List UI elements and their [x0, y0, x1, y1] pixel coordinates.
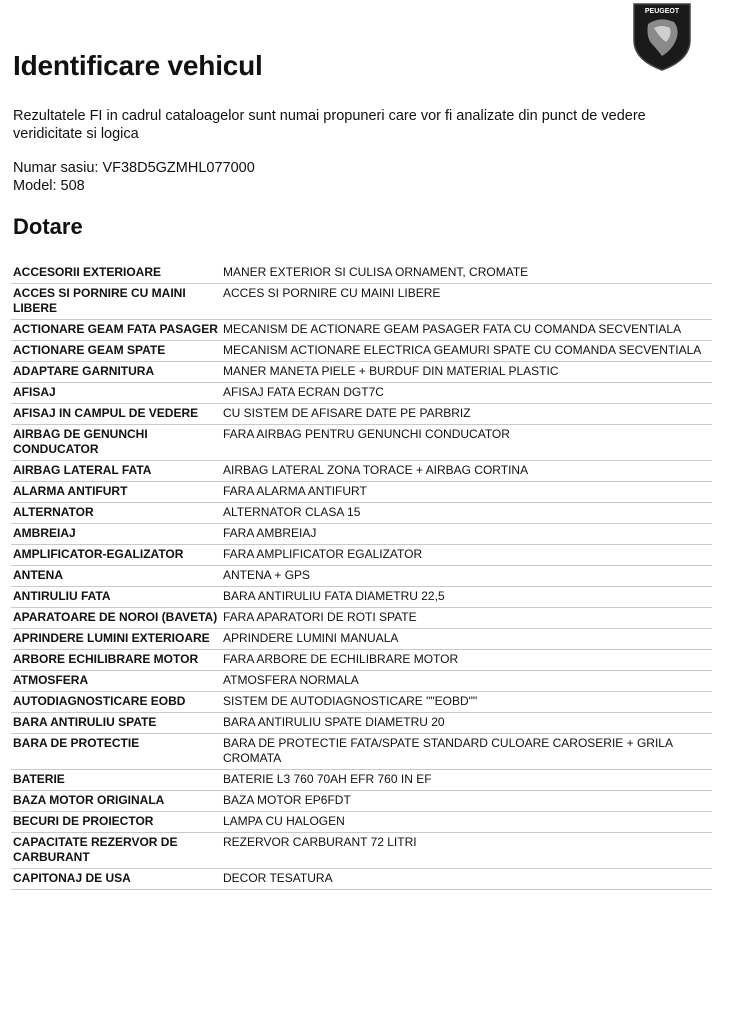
table-row [11, 263, 712, 284]
equipment-name: AMBREIAJ [13, 526, 76, 540]
equipment-value: AFISAJ FATA ECRAN DGT7C [223, 385, 384, 399]
table-row [11, 629, 712, 650]
equipment-name: APRINDERE LUMINI EXTERIOARE [13, 631, 210, 645]
equipment-value: MECANISM ACTIONARE ELECTRICA GEAMURI SPATE CU COMANDA SECVENTIALA [223, 343, 702, 357]
equipment-value: FARA AIRBAG PENTRU GENUNCHI CONDUCATOR [223, 427, 510, 441]
table-row [11, 362, 712, 383]
equipment-name: BARA ANTIRULIU SPATE [13, 715, 157, 729]
equipment-value: BARA ANTIRULIU FATA DIAMETRU 22,5 [223, 589, 445, 603]
table-row [11, 284, 712, 320]
table-row [11, 545, 712, 566]
table-row [11, 425, 712, 461]
equipment-name: ALTERNATOR [13, 505, 94, 519]
equipment-name: ACCESORII EXTERIOARE [13, 265, 162, 279]
table-row [11, 869, 712, 890]
equipment-value: CU SISTEM DE AFISARE DATE PE PARBRIZ [223, 406, 471, 420]
table-row [11, 812, 712, 833]
equipment-value: FARA AMBREIAJ [223, 526, 317, 540]
equipment-value: LAMPA CU HALOGEN [223, 814, 345, 828]
equipment-name: AFISAJ IN CAMPUL DE VEDERE [13, 406, 199, 420]
equipment-name: AIRBAG DE GENUNCHI CONDUCATOR [13, 427, 148, 456]
table-row [11, 608, 712, 629]
equipment-table [11, 263, 712, 890]
equipment-name: ARBORE ECHILIBRARE MOTOR [13, 652, 199, 666]
equipment-value: FARA ARBORE DE ECHILIBRARE MOTOR [223, 652, 459, 666]
equipment-name: BECURI DE PROIECTOR [13, 814, 154, 828]
table-row [11, 320, 712, 341]
equipment-name: ALARMA ANTIFURT [13, 484, 128, 498]
brand-name: PEUGEOT [644, 8, 680, 15]
equipment-value: BATERIE L3 760 70AH EFR 760 IN EF [223, 772, 432, 786]
table-row [11, 833, 712, 869]
equipment-name: ACTIONARE GEAM FATA PASAGER [13, 322, 218, 336]
table-row [11, 341, 712, 362]
page-title: Identificare vehicul [13, 50, 263, 81]
table-row [11, 461, 712, 482]
equipment-name: BAZA MOTOR ORIGINALA [13, 793, 165, 807]
equipment-value: APRINDERE LUMINI MANUALA [223, 631, 399, 645]
equipment-value: AIRBAG LATERAL ZONA TORACE + AIRBAG CORTINA [223, 463, 529, 477]
table-row [11, 770, 712, 791]
equipment-value: MANER MANETA PIELE + BURDUF DIN MATERIAL PLASTIC [223, 364, 559, 378]
equipment-value: ANTENA + GPS [223, 568, 311, 582]
equipment-name: AMPLIFICATOR-EGALIZATOR [13, 547, 184, 561]
equipment-name: ATMOSFERA [13, 673, 89, 687]
equipment-value: ALTERNATOR CLASA 15 [223, 505, 361, 519]
equipment-value: ACCES SI PORNIRE CU MAINI LIBERE [223, 286, 441, 300]
equipment-value: BARA DE PROTECTIE FATA/SPATE STANDARD CULOARE CAROSERIE + GRILA CROMATA [223, 736, 673, 765]
table-row [11, 404, 712, 425]
vehicle-meta [13, 159, 255, 195]
equipment-name: ACTIONARE GEAM SPATE [13, 343, 166, 357]
equipment-value: BAZA MOTOR EP6FDT [223, 793, 351, 807]
equipment-value: ATMOSFERA NORMALA [223, 673, 359, 687]
table-row [11, 734, 712, 770]
table-row [11, 791, 712, 812]
equipment-name: AIRBAG LATERAL FATA [13, 463, 152, 477]
equipment-value: FARA ALARMA ANTIFURT [223, 484, 367, 498]
equipment-value: MECANISM DE ACTIONARE GEAM PASAGER FATA CU COMANDA SECVENTIALA [223, 322, 682, 336]
equipment-name: APARATOARE DE NOROI (BAVETA) [13, 610, 218, 624]
table-row [11, 524, 712, 545]
equipment-name: BATERIE [13, 772, 65, 786]
table-row [11, 503, 712, 524]
vin-line: Numar sasiu: VF38D5GZMHL077000 [13, 160, 255, 176]
equipment-value: DECOR TESATURA [223, 871, 333, 885]
equipment-name: AFISAJ [13, 385, 56, 399]
equipment-name: ACCES SI PORNIRE CU MAINI LIBERE [13, 286, 186, 315]
table-row [11, 587, 712, 608]
table-row [11, 713, 712, 734]
equipment-value: REZERVOR CARBURANT 72 LITRI [223, 835, 417, 849]
equipment-name: BARA DE PROTECTIE [13, 736, 140, 750]
equipment-name: ANTENA [13, 568, 63, 582]
peugeot-lion-shield-icon [630, 2, 694, 72]
table-row [11, 566, 712, 587]
table-row [11, 650, 712, 671]
equipment-name: AUTODIAGNOSTICARE EOBD [13, 694, 186, 708]
section-title: Dotare [13, 214, 83, 239]
model-line: Model: 508 [13, 178, 85, 194]
table-row [11, 692, 712, 713]
table-row [11, 482, 712, 503]
equipment-value: SISTEM DE AUTODIAGNOSTICARE ""EOBD"" [223, 694, 478, 708]
equipment-name: ANTIRULIU FATA [13, 589, 111, 603]
equipment-name: ADAPTARE GARNITURA [13, 364, 155, 378]
equipment-name: CAPACITATE REZERVOR DE CARBURANT [13, 835, 178, 864]
equipment-value: MANER EXTERIOR SI CULISA ORNAMENT, CROMATE [223, 265, 529, 279]
equipment-name: CAPITONAJ DE USA [13, 871, 131, 885]
table-row [11, 383, 712, 404]
equipment-value: FARA AMPLIFICATOR EGALIZATOR [223, 547, 423, 561]
table-row [11, 671, 712, 692]
intro-text: Rezultatele FI in cadrul cataloagelor sunt numai propuneri care vor fi analizate din punct de vedere veridicitate si logica [13, 108, 646, 142]
equipment-value: BARA ANTIRULIU SPATE DIAMETRU 20 [223, 715, 445, 729]
equipment-value: FARA APARATORI DE ROTI SPATE [223, 610, 417, 624]
